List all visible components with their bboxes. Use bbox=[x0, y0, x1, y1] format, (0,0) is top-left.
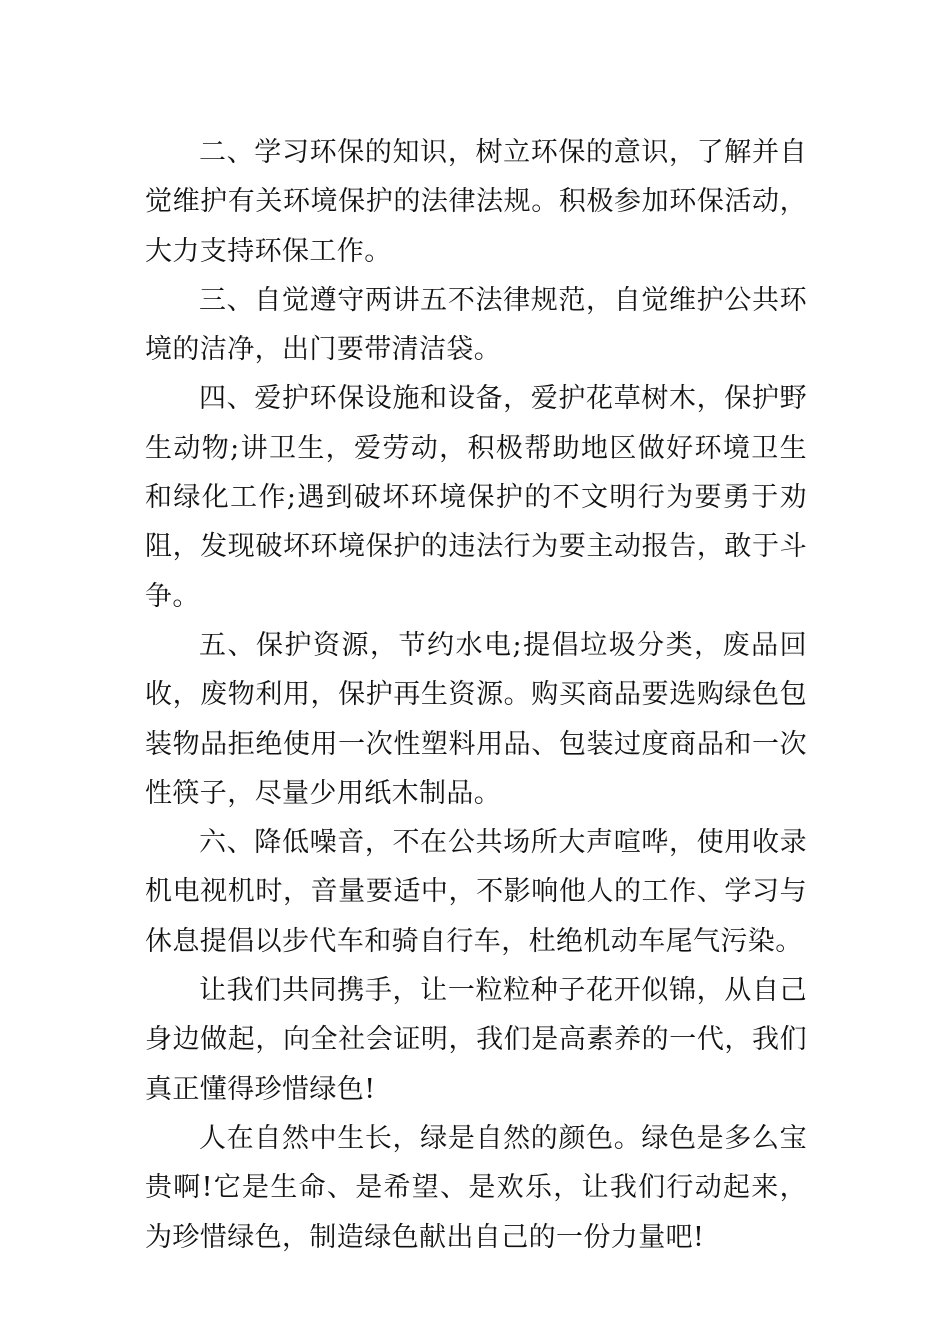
paragraph-3: 三、自觉遵守两讲五不法律规范，自觉维护公共环境的洁净，出门要带清洁袋。 bbox=[145, 284, 807, 366]
document-body bbox=[145, 128, 807, 1262]
paragraph-2: 二、学习环保的知识，树立环保的意识，了解并自觉维护有关环境保护的法律法规。积极参加环保活动，大力支持环保工作。 bbox=[145, 137, 807, 267]
paragraph-5: 五、保护资源，节约水电;提倡垃圾分类，废品回收，废物利用，保护再生资源。购买商品要选购绿色包装物品拒绝使用一次性塑料用品、包装过度商品和一次性筷子，尽量少用纸木制品。 bbox=[145, 629, 807, 809]
paragraph-closing: 人在自然中生长，绿是自然的颜色。绿色是多么宝贵啊!它是生命、是希望、是欢乐，让我们行动起来，为珍惜绿色，制造绿色献出自己的一份力量吧! bbox=[145, 1122, 807, 1253]
paragraph-6: 六、降低噪音，不在公共场所大声喧哗，使用收录机电视机时，音量要适中，不影响他人的工作、学习与休息提倡以步代车和骑自行车，杜绝机动车尾气污染。 bbox=[145, 827, 807, 957]
paragraph-4: 四、爱护环保设施和设备，爱护花草树木，保护野生动物;讲卫生，爱劳动，积极帮助地区做好环境卫生和绿化工作;遇到破坏环境保护的不文明行为要勇于劝阻，发现破坏环境保护的违法行为要主动报告，敢于斗争。 bbox=[145, 383, 807, 612]
paragraph-call-to-action: 让我们共同携手，让一粒粒种子花开似锦，从自己身边做起，向全社会证明，我们是高素养的一代，我们真正懂得珍惜绿色! bbox=[145, 975, 807, 1105]
